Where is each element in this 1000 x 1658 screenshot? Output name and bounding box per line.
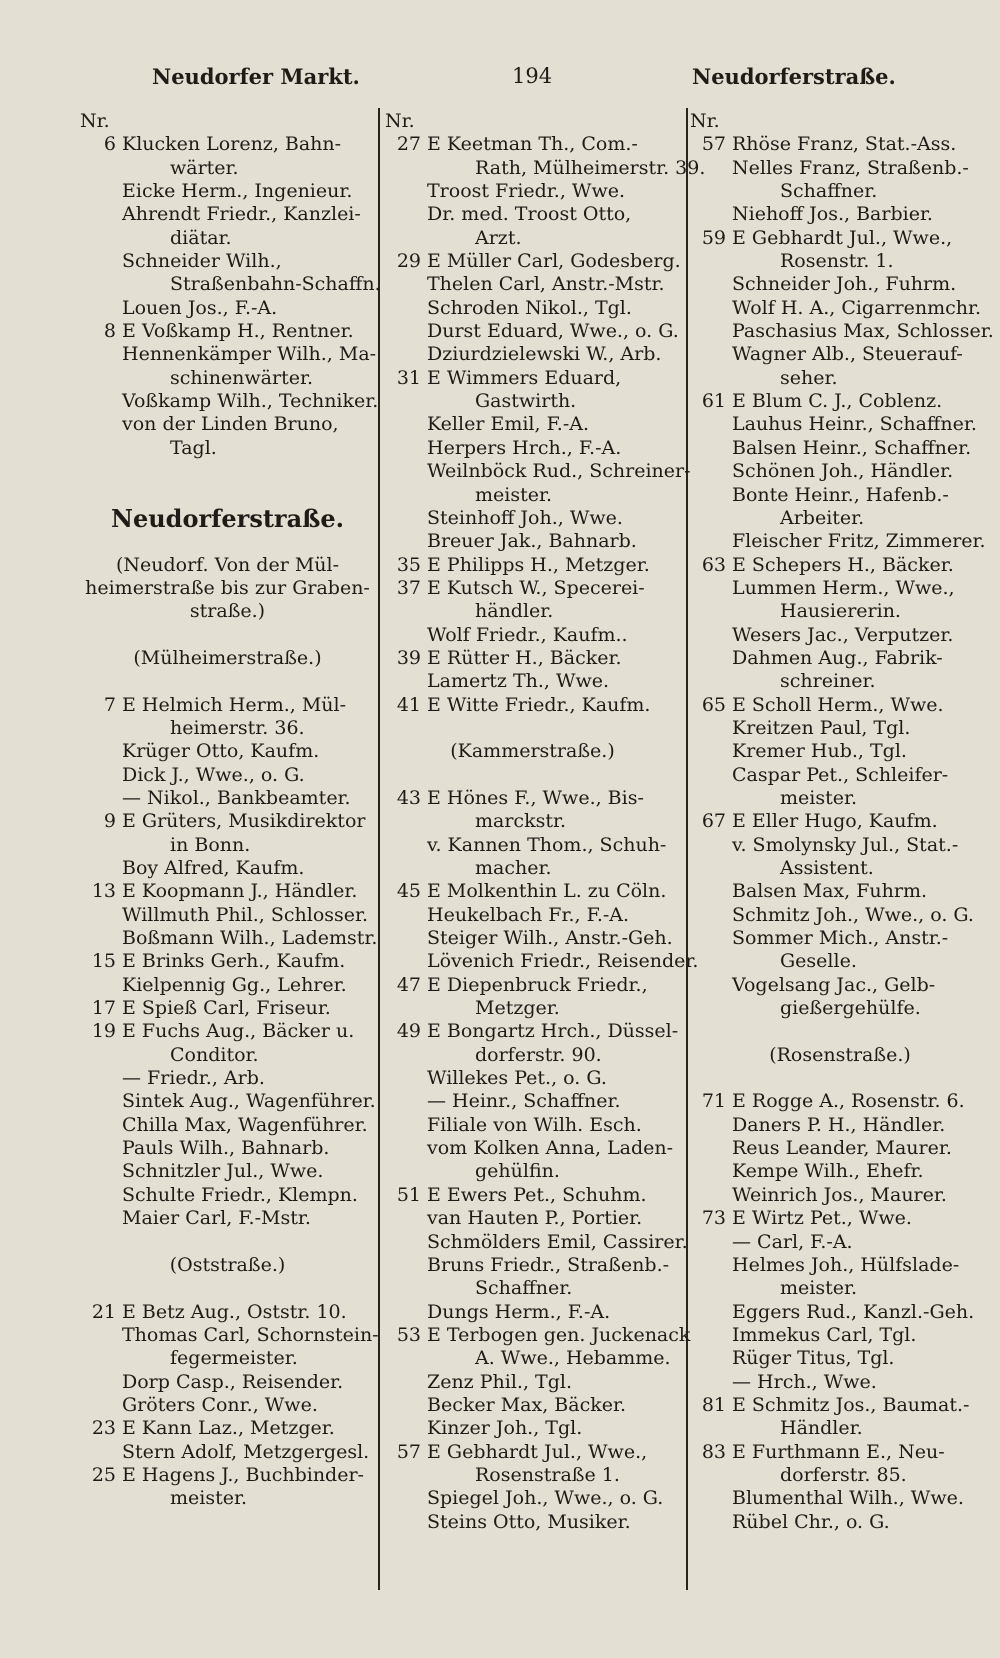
continuation-line: in Bonn. [170, 833, 251, 856]
resident-line: v. Kannen Thom., Schuh- [427, 833, 667, 856]
cross-street-note [690, 1044, 990, 1067]
house-number: 43 [396, 786, 421, 809]
resident-line: Kielpennig Gg., Lehrer. [122, 973, 347, 996]
column-divider-left [378, 108, 380, 1590]
house-entry [690, 554, 990, 577]
continuation-line: schreiner. [780, 670, 876, 693]
house-number: 9 [103, 810, 116, 833]
resident-line: Maier Carl, F.-Mstr. [122, 1207, 311, 1230]
continuation-line: Assistent. [780, 857, 874, 879]
resident-line: Balsen Max, Fuhrm. [732, 880, 928, 903]
resident-line: Kinzer Joh., Tgl. [427, 1417, 583, 1440]
resident-line: Willekes Pet., o. G. [427, 1067, 607, 1090]
continuation-line: seher. [780, 366, 838, 389]
resident-line: Heukelbach Fr., F.-A. [427, 903, 630, 926]
resident-line: Eicke Herm., Ingenieur. [122, 180, 353, 203]
resident-text: E Keetman Th., Com.- [427, 133, 638, 156]
house-entry [690, 227, 990, 250]
house-number: 8 [103, 320, 116, 343]
resident-line: Steinhoff Joh., Wwe. [427, 506, 623, 529]
cross-street-text: straße.) [189, 600, 266, 623]
house-number: 47 [396, 973, 421, 996]
resident-line: Pauls Wilh., Bahnarb. [122, 1137, 330, 1160]
resident-text: E Gebhardt Jul., Wwe., [427, 1440, 648, 1463]
running-title-left: Neudorfer Markt. [152, 64, 360, 89]
resident-line: Kempe Wilh., Ehefr. [732, 1160, 924, 1183]
house-number: 6 [103, 133, 116, 156]
directory-column-2 [385, 110, 706, 1534]
resident-line: Kreitzen Paul, Tgl. [732, 716, 911, 739]
resident-line: Kremer Hub., Tgl. [732, 740, 907, 763]
house-number: 37 [396, 576, 421, 599]
resident-text: E Scholl Herm., Wwe. [732, 693, 944, 716]
continuation-line: händler. [475, 600, 554, 623]
continuation-line: Straßenbahn-Schaffn. [170, 273, 381, 296]
house-entry [690, 133, 990, 156]
resident-line: Reus Leander, Maurer. [732, 1137, 952, 1160]
cross-street-note [80, 554, 375, 577]
resident-line: — Nikol., Bankbeamter. [122, 786, 351, 809]
resident-line: Boßmann Wilh., Lademstr. [122, 927, 378, 950]
resident-line: Ahrendt Friedr., Kanzlei- [122, 203, 361, 226]
resident-line: Dr. med. Troost Otto, [427, 203, 632, 226]
resident-line: von der Linden Bruno, [122, 413, 339, 436]
cross-street-text: (Kammerstraße.) [450, 740, 615, 763]
resident-line: Daners P. H., Händler. [732, 1113, 946, 1136]
house-number: 51 [396, 1183, 421, 1206]
cross-street-text: (Mülheimerstraße.) [133, 646, 322, 669]
resident-line: Wagner Alb., Steuerauf- [732, 343, 963, 366]
spacer [690, 1067, 990, 1090]
house-entry [385, 554, 680, 577]
resident-line: — Hrch., Wwe. [732, 1370, 877, 1393]
resident-line: Nelles Franz, Straßenb.- [732, 156, 969, 179]
house-entry [80, 320, 375, 343]
resident-line: Dick J., Wwe., o. G. [122, 763, 305, 786]
resident-line: Spiegel Joh., Wwe., o. G. [427, 1487, 664, 1510]
resident-line: Steins Otto, Musiker. [427, 1510, 631, 1533]
house-number: 67 [701, 810, 726, 833]
house-number: 57 [701, 133, 726, 156]
cross-street-text: heimerstraße bis zur Graben- [85, 576, 370, 599]
resident-line: Vogelsang Jac., Gelb- [732, 973, 936, 996]
house-number: 71 [701, 1090, 726, 1113]
continuation-line: meister. [780, 1277, 858, 1300]
resident-line: Schulte Friedr., Klempn. [122, 1183, 358, 1206]
resident-line: Paschasius Max, Schlosser. [732, 320, 994, 343]
resident-line: Weinrich Jos., Maurer. [732, 1183, 947, 1206]
resident-line: Wesers Jac., Verputzer. [732, 623, 954, 646]
house-number: 57 [396, 1440, 421, 1463]
resident-text: E Betz Aug., Oststr. 10. [122, 1300, 347, 1323]
section-title-text: Neudorferstraße. [111, 503, 344, 533]
house-entry [690, 390, 990, 413]
cross-street-note [385, 740, 680, 763]
resident-text: E Hagens J., Buchbinder- [122, 1463, 364, 1486]
continuation-line: Geselle. [780, 950, 857, 973]
house-entry [385, 1020, 680, 1043]
resident-line: Zenz Phil., Tgl. [427, 1370, 572, 1393]
house-entry [80, 997, 375, 1020]
resident-line: Fleischer Fritz, Zimmerer. [732, 530, 986, 553]
resident-text: E Voßkamp H., Rentner. [122, 320, 354, 343]
resident-line: Thelen Carl, Anstr.-Mstr. [427, 273, 665, 296]
house-entry [690, 810, 990, 833]
house-number: 19 [91, 1020, 116, 1043]
house-entry [690, 694, 990, 717]
resident-text: E Gebhardt Jul., Wwe., [732, 226, 953, 249]
resident-text: E Koopmann J., Händler. [122, 880, 358, 903]
resident-text: E Wimmers Eduard, [427, 366, 622, 389]
continuation-line: Rosenstraße 1. [475, 1463, 620, 1486]
continuation-line: meister. [780, 786, 858, 809]
resident-text: E Furthmann E., Neu- [732, 1440, 945, 1463]
continuation-line: gießergehülfe. [780, 997, 921, 1020]
house-number: 29 [396, 250, 421, 273]
continuation-line: Tagl. [170, 436, 217, 459]
continuation-line: Arbeiter. [780, 506, 865, 529]
resident-text: E Philipps H., Metzger. [427, 553, 650, 576]
spacer [385, 717, 680, 740]
spacer [385, 764, 680, 787]
resident-line: vom Kolken Anna, Laden- [427, 1137, 674, 1160]
resident-line: Immekus Carl, Tgl. [732, 1323, 917, 1346]
house-entry [385, 647, 680, 670]
resident-text: E Kutsch W., Specerei- [427, 576, 645, 599]
resident-line: Thomas Carl, Schornstein- [122, 1323, 379, 1346]
cross-street-text: (Neudorf. Von der Mül- [115, 553, 340, 576]
resident-text: E Spieß Carl, Friseur. [122, 997, 331, 1020]
house-number: 63 [701, 553, 726, 576]
resident-line: Lauhus Heinr., Schaffner. [732, 413, 977, 436]
resident-line: Schönen Joh., Händler. [732, 460, 954, 483]
resident-line: Caspar Pet., Schleifer- [732, 763, 949, 786]
cross-street-note [80, 600, 375, 623]
resident-line: Wolf H. A., Cigarrenmchr. [732, 296, 981, 319]
resident-line: Niehoff Jos., Barbier. [732, 203, 933, 226]
resident-line: — Heinr., Schaffner. [427, 1090, 621, 1113]
resident-line: Rübel Chr., o. G. [732, 1510, 890, 1533]
house-entry [80, 133, 375, 156]
continuation-line: gehülfin. [475, 1160, 560, 1183]
cross-street-note [80, 1254, 375, 1277]
resident-line: Rüger Titus, Tgl. [732, 1347, 895, 1370]
resident-text: E Helmich Herm., Mül- [122, 693, 347, 716]
spacer [80, 1277, 375, 1300]
column-header: Nr. [80, 110, 110, 132]
resident-text: E Brinks Gerh., Kaufm. [122, 950, 346, 973]
house-entry [80, 880, 375, 903]
house-entry [385, 1441, 680, 1464]
house-number: 65 [701, 693, 726, 716]
house-number: 23 [91, 1417, 116, 1440]
resident-line: Sommer Mich., Anstr.- [732, 927, 949, 950]
continuation-line: meister. [475, 483, 553, 506]
spacer [80, 1231, 375, 1254]
house-entry [80, 1301, 375, 1324]
continuation-line: Händler. [780, 1417, 863, 1440]
spacer [690, 1020, 990, 1043]
resident-text: E Müller Carl, Godesberg. [427, 250, 681, 273]
resident-line: Dungs Herm., F.-A. [427, 1300, 611, 1323]
resident-line: Lamertz Th., Wwe. [427, 670, 610, 693]
resident-line: Schneider Joh., Fuhrm. [732, 273, 957, 296]
resident-line: Stern Adolf, Metzgergesl. [122, 1440, 370, 1463]
resident-line: Balsen Heinr., Schaffner. [732, 436, 972, 459]
house-number: 25 [91, 1463, 116, 1486]
spacer [80, 670, 375, 693]
resident-line: Dorp Casp., Reisender. [122, 1370, 344, 1393]
house-entry [80, 694, 375, 717]
running-title-right: Neudorferstraße. [692, 64, 896, 89]
house-entry [385, 880, 680, 903]
house-entry [385, 787, 680, 810]
resident-line: Chilla Max, Wagenführer. [122, 1113, 368, 1136]
house-number: 15 [91, 950, 116, 973]
resident-text: E Eller Hugo, Kaufm. [732, 810, 938, 833]
resident-text: E Schmitz Jos., Baumat.- [732, 1393, 970, 1416]
spacer [80, 530, 375, 553]
house-entry [690, 1207, 990, 1230]
cross-street-note [80, 577, 375, 600]
resident-line: Louen Jos., F.-A. [122, 296, 278, 319]
continuation-line: meister. [170, 1487, 248, 1510]
resident-line: Voßkamp Wilh., Techniker. [122, 390, 379, 413]
resident-text: Rhöse Franz, Stat.-Ass. [732, 133, 957, 156]
continuation-line: A. Wwe., Hebamme. [475, 1347, 671, 1370]
house-entry [385, 694, 680, 717]
resident-line: Blumenthal Wilh., Wwe. [732, 1487, 964, 1510]
page-number: 194 [512, 64, 553, 88]
resident-text: E Rogge A., Rosenstr. 6. [732, 1090, 965, 1113]
house-number: 39 [396, 646, 421, 669]
house-number: 27 [396, 133, 421, 156]
resident-line: Schmölders Emil, Cassirer. [427, 1230, 688, 1253]
cross-street-note [80, 647, 375, 670]
resident-line: — Friedr., Arb. [122, 1067, 265, 1090]
spacer [80, 624, 375, 647]
directory-column-3 [690, 110, 994, 1534]
house-entry [385, 367, 680, 390]
resident-line: Filiale von Wilh. Esch. [427, 1113, 642, 1136]
resident-text: E Molkenthin L. zu Cöln. [427, 880, 667, 903]
resident-text: E Hönes F., Wwe., Bis- [427, 786, 644, 809]
resident-line: Bonte Heinr., Hafenb.- [732, 483, 949, 506]
resident-text: E Witte Friedr., Kaufm. [427, 693, 651, 716]
house-number: 61 [701, 390, 726, 413]
resident-text: E Bongartz Hrch., Düssel- [427, 1020, 679, 1043]
house-entry [690, 1441, 990, 1464]
column-header: Nr. [690, 110, 720, 132]
resident-line: Schneider Wilh., [122, 250, 282, 273]
page-header [0, 0, 1000, 100]
resident-line: Lummen Herm., Wwe., [732, 576, 955, 599]
house-entry [80, 950, 375, 973]
resident-line: Bruns Friedr., Straßenb.- [427, 1253, 670, 1276]
continuation-line: heimerstr. 36. [170, 716, 305, 739]
house-number: 21 [91, 1300, 116, 1323]
resident-line: v. Smolynsky Jul., Stat.- [732, 833, 959, 856]
continuation-line: Hausiererin. [780, 600, 901, 623]
resident-line: Lövenich Friedr., Reisender. [427, 950, 699, 973]
continuation-line: Schaffner. [780, 180, 878, 203]
house-number: 49 [396, 1020, 421, 1043]
resident-line: Dahmen Aug., Fabrik- [732, 646, 943, 669]
house-number: 83 [701, 1440, 726, 1463]
house-number: 73 [701, 1207, 726, 1230]
resident-line: Helmes Joh., Hülfslade- [732, 1253, 960, 1276]
spacer [80, 460, 375, 483]
resident-text: E Kann Laz., Metzger. [122, 1417, 335, 1440]
continuation-line: diätar. [170, 226, 232, 249]
resident-line: Breuer Jak., Bahnarb. [427, 530, 637, 553]
resident-line: — Carl, F.-A. [732, 1230, 853, 1253]
continuation-line: macher. [475, 857, 552, 879]
continuation-line: Gastwirth. [475, 390, 577, 413]
section-title [80, 503, 375, 533]
resident-line: van Hauten P., Portier. [427, 1207, 643, 1230]
house-number: 31 [396, 366, 421, 389]
resident-text: E Schepers H., Bäcker. [732, 553, 954, 576]
resident-line: Weilnböck Rud., Schreiner- [427, 460, 691, 483]
resident-text: E Fuchs Aug., Bäcker u. [122, 1020, 355, 1043]
continuation-line: dorferstr. 85. [780, 1463, 907, 1486]
resident-line: Herpers Hrch., F.-A. [427, 436, 622, 459]
continuation-line: Schaffner. [475, 1277, 573, 1300]
resident-line: Steiger Wilh., Anstr.-Geh. [427, 927, 673, 950]
house-entry [385, 577, 680, 600]
continuation-line: Conditor. [170, 1043, 259, 1066]
resident-line: Durst Eduard, Wwe., o. G. [427, 320, 679, 343]
continuation-line: dorferstr. 90. [475, 1043, 602, 1066]
resident-line: Boy Alfred, Kaufm. [122, 857, 305, 879]
house-number: 41 [396, 693, 421, 716]
house-entry [690, 1090, 990, 1113]
house-entry [80, 1464, 375, 1487]
house-number: 81 [701, 1393, 726, 1416]
cross-street-text: (Oststraße.) [169, 1253, 286, 1276]
resident-line: Dziurdzielewski W., Arb. [427, 343, 662, 366]
continuation-line: Arzt. [475, 226, 522, 249]
continuation-line: Rosenstr. 1. [780, 250, 894, 273]
house-number: 35 [396, 553, 421, 576]
resident-line: Schnitzler Jul., Wwe. [122, 1160, 324, 1183]
house-entry [80, 1417, 375, 1440]
house-number: 13 [91, 880, 116, 903]
resident-line: Becker Max, Bäcker. [427, 1393, 627, 1416]
resident-line: Schmitz Joh., Wwe., o. G. [732, 903, 974, 926]
directory-column-1 [80, 110, 381, 1511]
house-entry [80, 1020, 375, 1043]
resident-line: Wolf Friedr., Kaufm.. [427, 623, 628, 646]
house-entry [385, 1323, 691, 1347]
continuation-line: Metzger. [475, 997, 560, 1020]
resident-line: Gröters Conr., Wwe. [122, 1393, 318, 1416]
continuation-line: schinenwärter. [170, 366, 314, 389]
house-number: 7 [103, 693, 116, 716]
resident-line: Sintek Aug., Wagenführer. [122, 1090, 376, 1113]
house-entry [385, 1184, 680, 1207]
resident-text: Klucken Lorenz, Bahn- [122, 133, 342, 156]
resident-text: E Terbogen gen. Juckenack [427, 1323, 691, 1346]
resident-line: Krüger Otto, Kaufm. [122, 740, 320, 763]
cross-street-text: (Rosenstraße.) [769, 1043, 911, 1066]
house-entry [80, 810, 375, 833]
resident-text: E Grüters, Musikdirektor [122, 810, 366, 833]
resident-text: E Diepenbruck Friedr., [427, 973, 648, 996]
column-header: Nr. [385, 110, 415, 132]
resident-line: Eggers Rud., Kanzl.-Geh. [732, 1300, 975, 1323]
continuation-line: marckstr. [475, 810, 567, 833]
resident-text: E Wirtz Pet., Wwe. [732, 1207, 912, 1230]
house-entry [385, 133, 680, 156]
continuation-line: fegermeister. [170, 1347, 298, 1370]
house-number: 45 [396, 880, 421, 903]
resident-line: Schroden Nikol., Tgl. [427, 296, 632, 319]
resident-line: Troost Friedr., Wwe. [427, 180, 625, 203]
resident-text: E Rütter H., Bäcker. [427, 646, 622, 669]
house-number: 53 [396, 1323, 421, 1346]
resident-line: Hennenkämper Wilh., Ma- [122, 343, 377, 366]
house-entry [690, 1394, 990, 1417]
resident-line: Willmuth Phil., Schlosser. [122, 903, 369, 926]
house-entry [385, 974, 680, 997]
continuation-line: Rath, Mülheimerstr. 39. [475, 156, 706, 179]
house-number: 17 [91, 997, 116, 1020]
resident-line: Keller Emil, F.-A. [427, 413, 590, 436]
continuation-line: wärter. [170, 156, 239, 179]
resident-text: E Blum C. J., Coblenz. [732, 390, 943, 413]
house-entry [385, 250, 680, 273]
column-divider-right [686, 108, 688, 1590]
resident-text: E Ewers Pet., Schuhm. [427, 1183, 647, 1206]
house-number: 59 [701, 226, 726, 249]
